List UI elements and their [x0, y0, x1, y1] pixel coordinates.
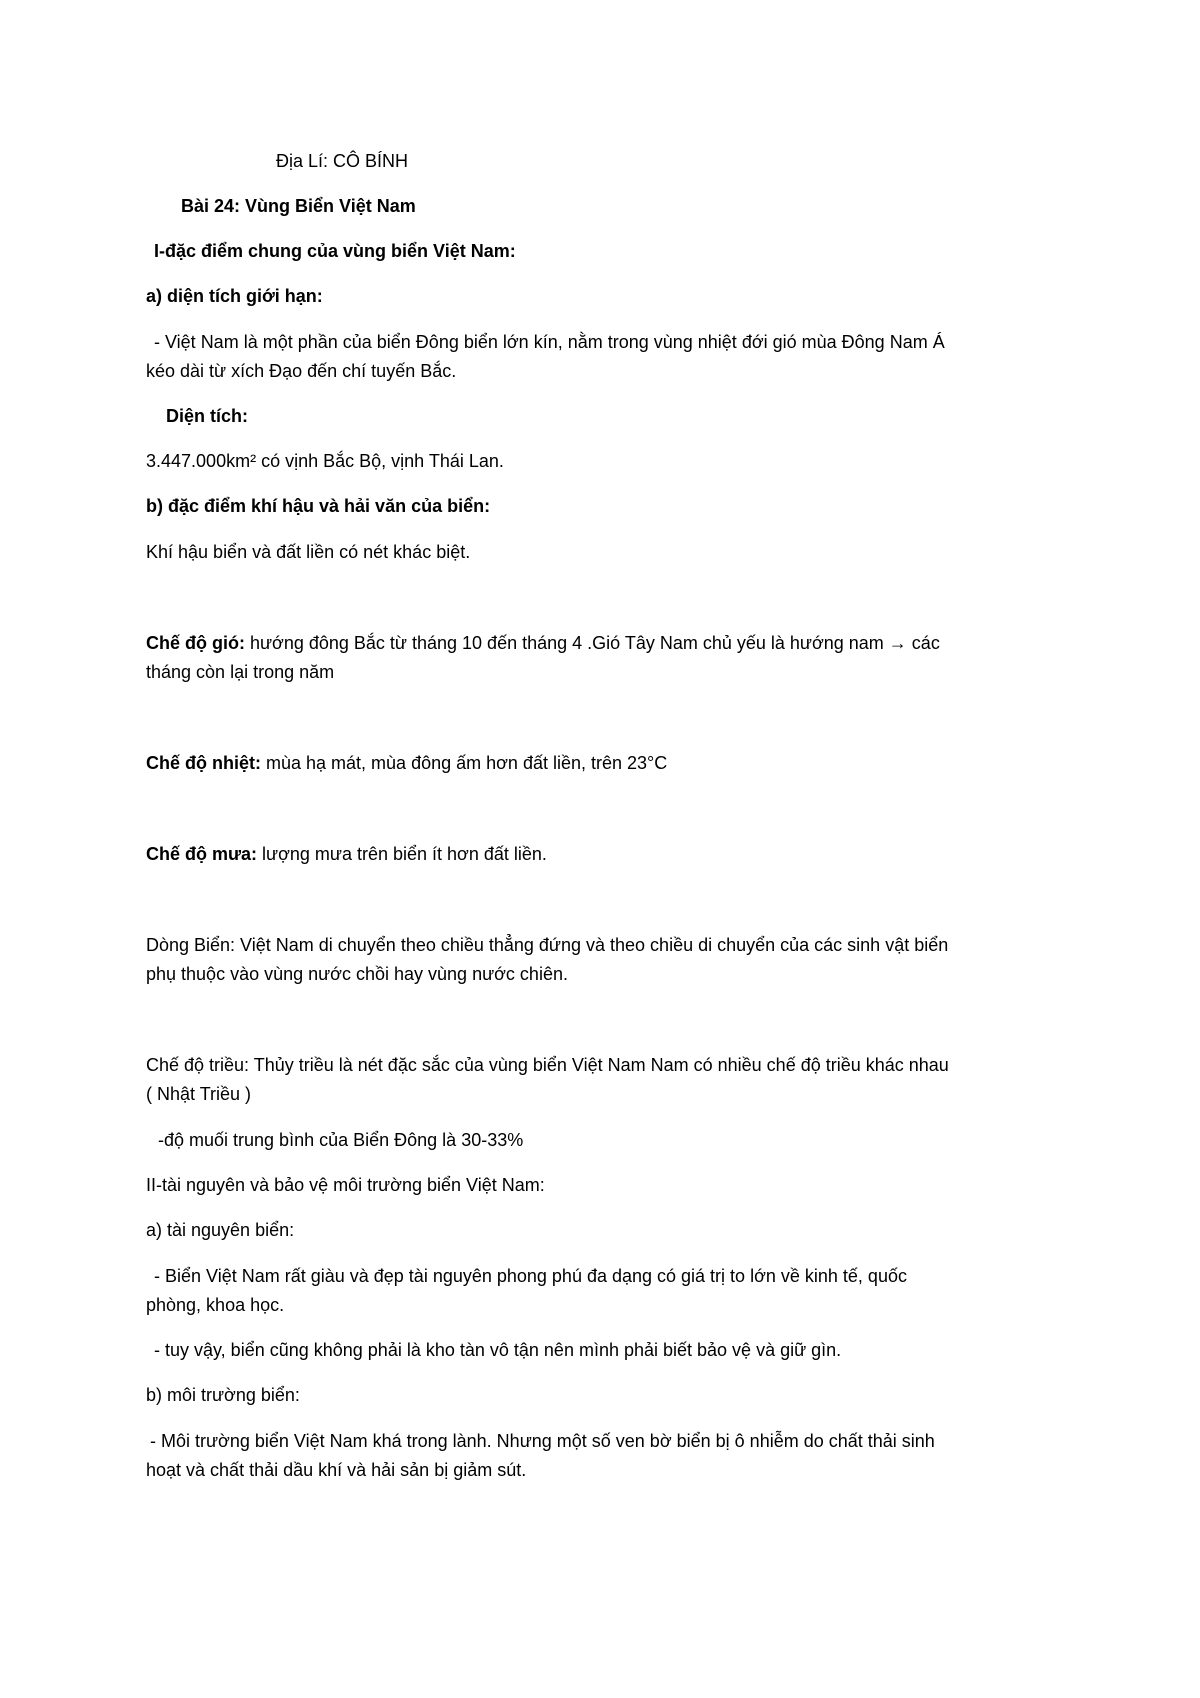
- subheading-area-limits: a) diện tích giới hạn:: [146, 286, 323, 306]
- environment-line-2: hoạt và chất thải dầu khí và hải sản bị giảm sút.: [146, 1460, 527, 1480]
- tide-paragraph-line-2: ( Nhật Triều ): [146, 1084, 252, 1104]
- wind-paragraph-line-2: tháng còn lại trong năm: [146, 662, 335, 682]
- resources-line-1: - Biển Việt Nam rất giàu và đẹp tài nguyên phong phú đa dạng có giá trị to lớn về kinh tế, quốc: [154, 1266, 907, 1286]
- tide-paragraph-line-1: Chế độ triều: Thủy triều là nét đặc sắc của vùng biển Việt Nam Nam có nhiều chế độ triều khác nhau: [146, 1055, 949, 1075]
- wind-text: hướng đông Bắc từ tháng 10 đến tháng 4 .Gió Tây Nam chủ yếu là hướng nam → các: [244, 633, 940, 653]
- paragraph-area-line-2: kéo dài từ xích Đạo đến chí tuyến Bắc.: [146, 361, 457, 381]
- resources-line-3: - tuy vậy, biển cũng không phải là kho tàn vô tận nên mình phải biết bảo vệ và giữ gìn.: [154, 1340, 842, 1360]
- heat-text: mùa hạ mát, mùa đông ấm hơn đất liền, trên 23°C: [261, 753, 668, 773]
- subheading-resources: a) tài nguyên biển:: [146, 1220, 295, 1240]
- heat-paragraph: [146, 748, 1066, 778]
- rain-text: lượng mưa trên biển ít hơn đất liền.: [257, 844, 547, 864]
- current-paragraph-line-1: Dòng Biển: Việt Nam di chuyển theo chiều thẳng đứng và theo chiều di chuyển của các sinh vật biển: [146, 935, 949, 955]
- document-header: Địa Lí: CÔ BÍNH: [276, 151, 409, 171]
- subheading-environment: b) môi trường biển:: [146, 1385, 300, 1405]
- environment-line-1: - Môi trường biển Việt Nam khá trong lành. Nhưng một số ven bờ biển bị ô nhiễm do chất thải sinh: [150, 1431, 935, 1451]
- wind-paragraph-line-1: [146, 628, 1066, 658]
- lesson-title: Bài 24: Vùng Biển Việt Nam: [181, 196, 416, 216]
- area-label: Diện tích:: [166, 406, 249, 426]
- rain-label: Chế độ mưa:: [146, 844, 258, 864]
- subheading-climate: b) đặc điểm khí hậu và hải văn của biển:: [146, 496, 491, 516]
- climate-text: Khí hậu biển và đất liền có nét khác biệt.: [146, 542, 471, 562]
- heat-label: Chế độ nhiệt:: [146, 753, 261, 773]
- resources-line-2: phòng, khoa học.: [146, 1295, 285, 1315]
- section-heading-1: I-đặc điểm chung của vùng biển Việt Nam:: [154, 241, 516, 261]
- rain-paragraph: [146, 839, 1066, 869]
- section-heading-2: II-tài nguyên và bảo vệ môi trường biển Việt Nam:: [146, 1175, 545, 1195]
- area-value: 3.447.000km² có vịnh Bắc Bộ, vịnh Thái Lan.: [146, 451, 504, 471]
- paragraph-area-line-1: - Việt Nam là một phần của biển Đông biển lớn kín, nằm trong vùng nhiệt đới gió mùa Đông Nam Á: [154, 332, 945, 352]
- current-paragraph-line-2: phụ thuộc vào vùng nước chồi hay vùng nước chiên.: [146, 964, 568, 984]
- wind-label: Chế độ gió:: [146, 633, 245, 653]
- salinity-text: -độ muối trung bình của Biển Đông là 30-33%: [158, 1130, 524, 1150]
